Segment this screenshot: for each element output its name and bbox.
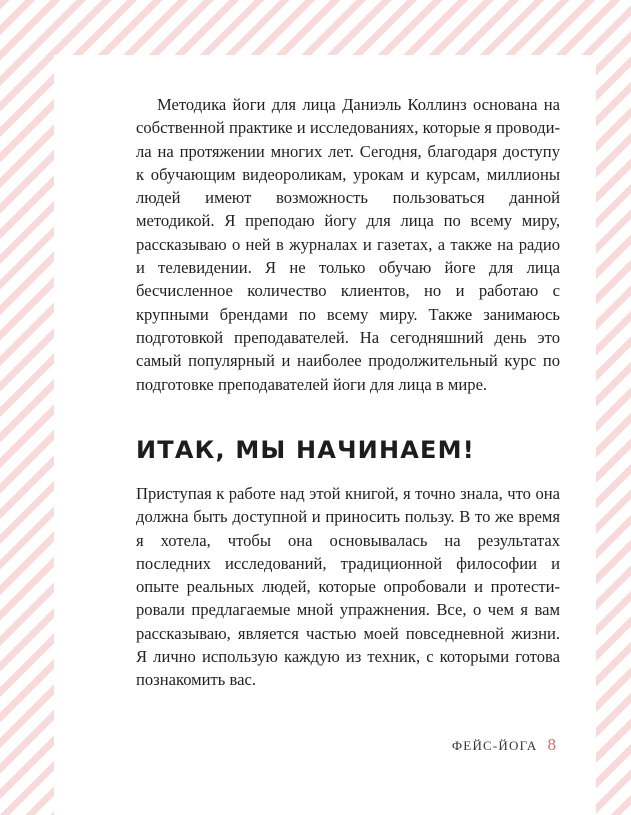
page-footer: [452, 735, 556, 755]
section-paragraph: Приступая к работе над этой книгой, я точно знала, что она должна быть доступной и приносить пользу. В то же время я хотела, чтобы она основывалась на результатах последних исследований, традиционной философии и опыте реальных людей, которые опробовали и протестировали предлагаемые мной упражнения. Все, о чем я вам рассказываю, является частью моей повседневной жизни. Я лично использую каждую из техник, с которыми готова познакомить вас.: [136, 484, 560, 690]
page-sheet: [54, 55, 596, 815]
section-heading: ИТАК, МЫ НАЧИНАЕМ!: [136, 436, 475, 464]
page-number: 8: [547, 735, 556, 754]
running-title: ФЕЙС-ЙОГА: [451, 738, 538, 753]
intro-paragraph: Методика йоги для лица Даниэль Коллинз основана на собственной практике и исследованиях, которые я проводила на протяжении многих лет. Сегодня, благодаря доступу к обучающим видеороликам, урокам и курсам, миллионы людей имеют возможность пользоваться данной методикой. Я преподаю йогу для лица по всему миру, рассказываю о ней в журналах и газетах, а также на радио и телевидении. Я не только обучаю йоге для лица бесчисленное количество клиентов, но и работаю с крупными брендами по всему миру. Также занимаюсь подготовкой преподавателей. На сегодняшний день это самый популярный и наиболее продолжительный курс по подготовке преподавателей йоги для лица в мире.: [136, 95, 560, 394]
